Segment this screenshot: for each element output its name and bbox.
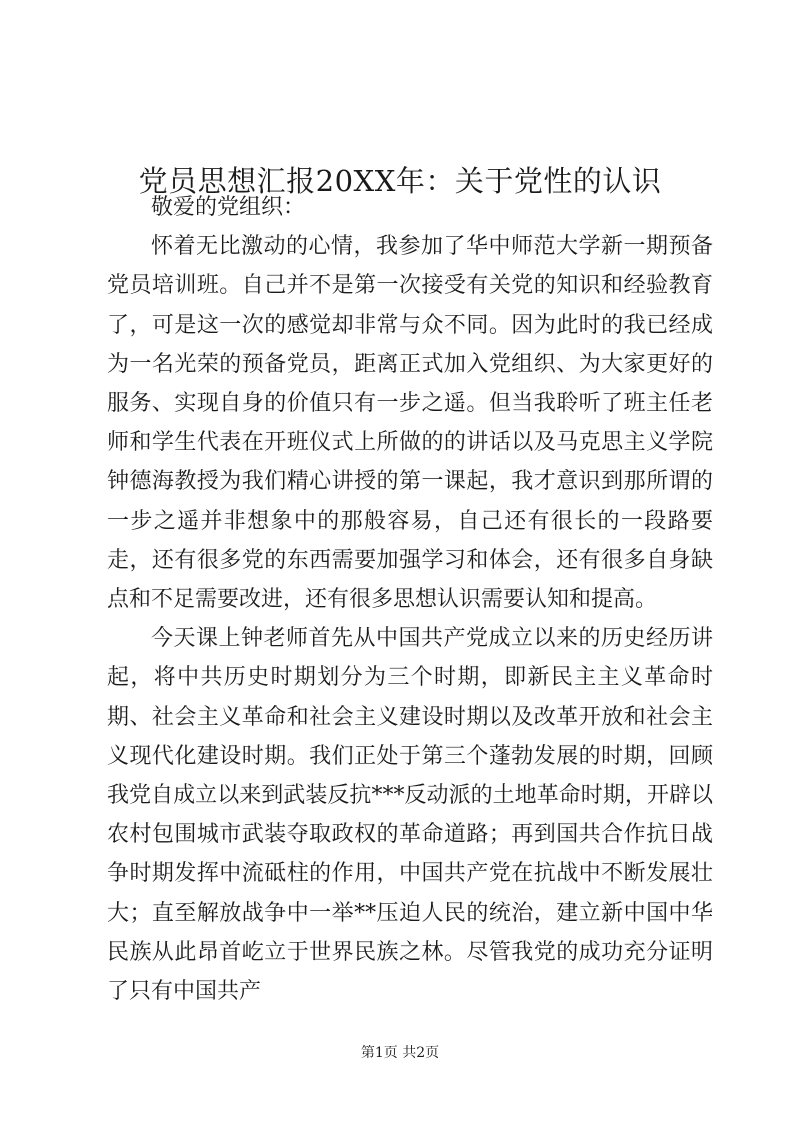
document-body bbox=[107, 188, 713, 1011]
salutation: 敬爱的党组织： bbox=[151, 195, 306, 220]
document-title: 党员思想汇报20XX年：关于党性的认识 bbox=[138, 164, 662, 199]
paragraph-1: 怀着无比激动的心情，我参加了华中师范大学新一期预备党员培训班。自己并不是第一次接受有关党的知识和经验教育了，可是这一次的感觉却非常与众不同。因为此时的我已经成为一名光荣的预备党员，距离正式加入党组织、为大家更好的服务、实现自身的价值只有一步之遥。但当我聆听了班主任老师和学生代表在开班仪式上所做的的讲话以及马克思主义学院钟德海教授为我们精心讲授的第一课起，我才意识到那所谓的一步之遥并非想象中的那般容易，自己还有很长的一段路要走，还有很多党的东西需要加强学习和体会，还有很多自身缺点和不足需要改进，还有很多思想认识需要认知和提高。 bbox=[107, 234, 713, 613]
paragraph-2: 今天课上钟老师首先从中国共产党成立以来的历史经历讲起，将中共历史时期划分为三个时期，即新民主主义革命时期、社会主义革命和社会主义建设时期以及改革开放和社会主义现代化建设时期。我们正处于第三个蓬勃发展的时期，回顾我党自成立以来到武装反抗***反动派的土地革命时期，开辟以农村包围城市武装夺取政权的革命道路；再到国共合作抗日战争时期发挥中流砥柱的作用，中国共产党在抗战中不断发展壮大；直至解放战争中一举**压迫人民的统治，建立新中国中华民族从此昂首屹立于世界民族之林。尽管我党的成功充分证明了只有中国共产 bbox=[107, 626, 713, 1005]
page-footer: 第1页 共2页 bbox=[360, 1045, 440, 1061]
